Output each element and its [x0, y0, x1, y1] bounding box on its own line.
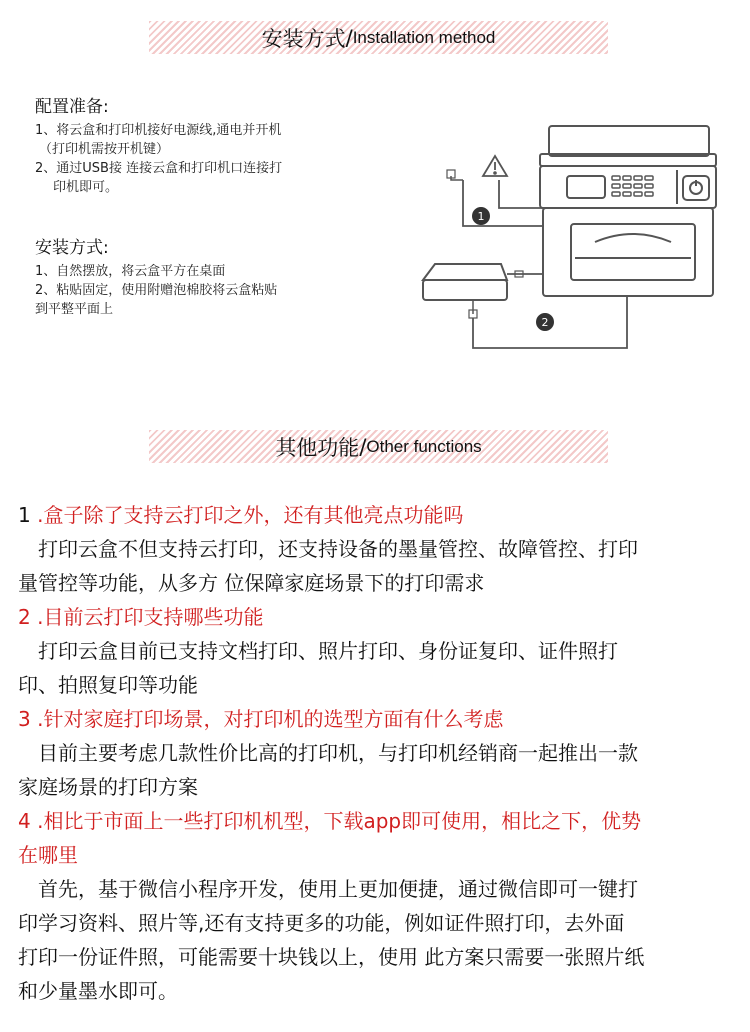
installation-heading: 安装方式:	[35, 238, 109, 258]
printer-paper-tray	[595, 234, 671, 242]
preparation-line-1: 1、将云盒和打印机接好电源线,通电并开机	[35, 123, 282, 138]
faq-answer-3-line-1: 目前主要考虑几款性价比高的打印机，与打印机经销商一起推出一款	[18, 741, 638, 765]
step-badge-1	[473, 208, 489, 224]
installation-line-2: 2、粘贴固定，使用附赠泡棉胶将云盒粘贴	[35, 283, 278, 298]
faq-answer-2-line-2: 印、拍照复印等功能	[18, 673, 198, 697]
section-title-en: Installation method	[352, 27, 496, 47]
printer-keypad	[612, 176, 653, 196]
faq-question-2: 2 .目前云打印支持哪些功能	[18, 605, 264, 629]
power-icon	[690, 180, 702, 194]
electric-warning-icon	[483, 156, 507, 176]
faq-answer-2-line-1: 打印云盒目前已支持文档打印、照片打印、身份证复印、证件照打	[18, 639, 618, 663]
preparation-line-2: （打印机需按开机键）	[39, 142, 170, 157]
usb-cable	[507, 266, 543, 274]
printer-scanner-lid	[549, 126, 709, 156]
installation-line-3: 到平整平面上	[35, 302, 114, 317]
preparation-line-4: 印机即可。	[53, 180, 119, 195]
printer-cloudbox-illustration	[415, 118, 725, 358]
section-title-zh: 安装方式	[261, 26, 346, 51]
printer-paper-slot	[571, 224, 695, 280]
cloudbox-top	[423, 264, 507, 280]
faq-answer-4-line-1: 首先，基于微信小程序开发，使用上更加便捷，通过微信即可一键打	[18, 877, 638, 901]
faq-answer-3-line-2: 家庭场景的打印方案	[18, 775, 198, 799]
faq-question-4-line-1: 4 .相比于市面上一些打印机机型，下载app即可使用，相比之下，优势	[18, 809, 642, 833]
preparation-heading: 配置准备:	[35, 97, 109, 117]
section-title-separator: /	[345, 25, 353, 50]
faq-list	[18, 498, 734, 1008]
section-title-zh: 其他功能	[275, 435, 360, 460]
faq-answer-4-line-3: 打印一份证件照，可能需要十块钱以上，使用 此方案只需要一张照片纸	[18, 945, 645, 969]
section-title-separator: /	[359, 434, 367, 459]
section-banner-installation	[149, 21, 608, 54]
faq-answer-1-line-2: 量管控等功能，从多方 位保障家庭场景下的打印需求	[18, 571, 485, 595]
preparation-block	[35, 92, 355, 197]
faq-question-4-line-2: 在哪里	[18, 843, 78, 867]
faq-question-1	[18, 498, 734, 532]
faq-answer-1-line-1: 打印云盒不但支持云打印，还支持设备的墨量管控、故障管控、打印	[18, 537, 638, 561]
faq-answer-4-line-2: 印学习资料、照片等,还有支持更多的功能，例如证件照打印，去外面	[18, 911, 625, 935]
svg-text:2: 2	[541, 316, 549, 329]
preparation-line-3: 2、通过USB接 连接云盒和打印机口连接打	[35, 161, 283, 176]
svg-text:1: 1	[477, 210, 485, 223]
printer-body	[543, 208, 713, 296]
section-banner-other-functions	[149, 430, 608, 463]
printer-power-panel	[683, 176, 709, 200]
faq-answer-4-line-4: 和少量墨水即可。	[18, 979, 178, 1003]
faq-question-1-number: 1	[18, 503, 31, 527]
step-badge-2	[537, 314, 553, 330]
printer-display	[567, 176, 605, 198]
installation-line-1: 1、自然摆放，将云盒平方在桌面	[35, 264, 226, 279]
faq-question-3: 3 .针对家庭打印场景，对打印机的选型方面有什么考虑	[18, 707, 504, 731]
installation-block	[35, 233, 355, 319]
section-title-en: Other functions	[366, 436, 482, 456]
faq-question-1-text: .盒子除了支持云打印之外，还有其他亮点功能吗	[30, 503, 464, 527]
cloudbox-body	[423, 280, 507, 300]
